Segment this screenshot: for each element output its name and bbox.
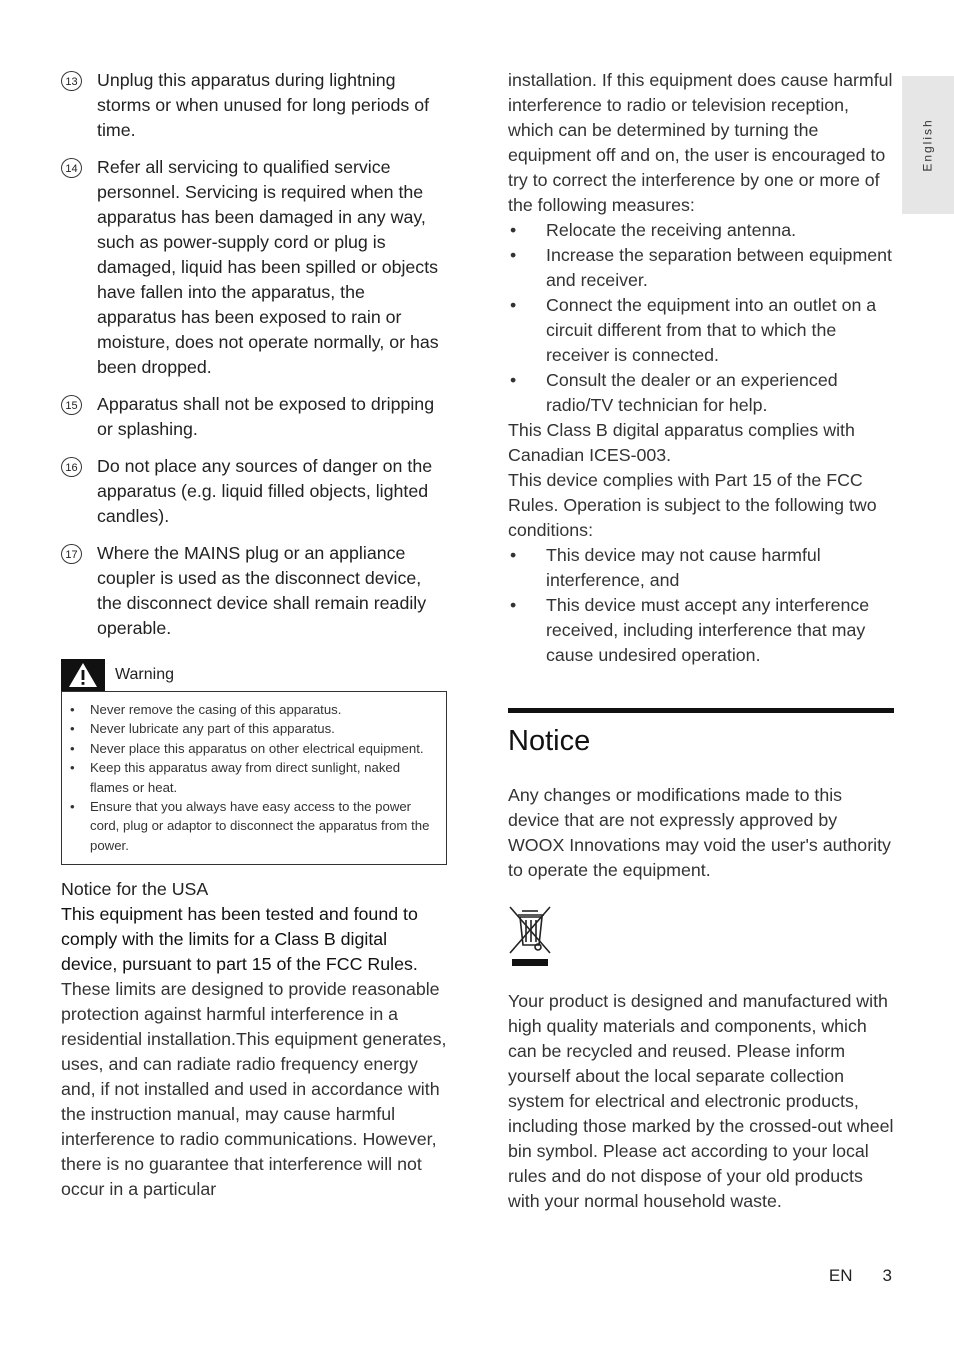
bullet-icon: • <box>70 702 75 717</box>
notice-text: Any changes or modifications made to this device that are not expressly approved by WOOX Innovations may void the user's authority to operate the equipment. <box>508 785 891 880</box>
footer-language: EN <box>828 1266 853 1285</box>
item-number-badge: 13 <box>61 71 82 91</box>
bullet-icon: • <box>70 799 75 815</box>
bullet-icon: • <box>70 721 75 737</box>
page-footer <box>829 1266 892 1286</box>
bullet-icon: • <box>510 220 517 240</box>
safety-item-text: Refer all servicing to qualified service personnel. Servicing is required when the apparatus has been damaged in any way, such as power-supply cord or plug is damaged, liquid has been spilled or objects have fallen into the apparatus, the apparatus has been exposed to rain or moisture, does not operate normally, or has been dropped. <box>97 157 439 377</box>
safety-item-text: Do not place any sources of danger on the apparatus (e.g. liquid filled objects, lighted candles). <box>97 456 433 526</box>
warning-triangle-icon <box>61 659 105 691</box>
safety-item-14 <box>61 155 447 380</box>
safety-item-13 <box>61 68 447 143</box>
notice-heading: Notice <box>508 725 591 757</box>
warning-item <box>70 700 434 719</box>
left-column <box>61 68 447 1202</box>
measure-item <box>508 218 894 243</box>
measure-item <box>508 243 894 293</box>
language-side-tab <box>902 76 954 214</box>
warning-label: Warning <box>115 666 174 683</box>
recycling-text: Your product is designed and manufactured with high quality materials and components, which can be recycled and reused. Please inform yourself about the local separate collection system for electrical and electronic products, including those marked by the crossed-out wheel bin symbol. Please act according to your local rules and do not dispose of your old products with your normal household waste. <box>508 991 894 1211</box>
warning-item <box>70 739 434 758</box>
bullet-icon: • <box>510 595 517 615</box>
safety-item-text: Where the MAINS plug or an appliance coupler is used as the disconnect device, the disconnect device shall remain readily operable. <box>97 543 427 638</box>
item-number-badge: 14 <box>61 158 82 178</box>
usa-notice-title: Notice for the USA <box>61 879 209 900</box>
warning-item-text: Never remove the casing of this apparatus. <box>90 702 342 717</box>
measure-text: Consult the dealer or an experienced radio/TV technician for help. <box>546 370 838 415</box>
safety-item-15 <box>61 392 447 442</box>
safety-item-text: Apparatus shall not be exposed to dripping or splashing. <box>97 394 435 439</box>
warning-item <box>70 719 434 738</box>
fcc-intro-text: installation. If this equipment does cause harmful interference to radio or television reception, which can be determined by turning the equipment off and on, the user is encouraged to try to correct the interference by one or more of the following measures: <box>508 70 893 215</box>
safety-item-text: Unplug this apparatus during lightning storms or when unused for long periods of time. <box>97 70 430 140</box>
safety-item-16 <box>61 454 447 529</box>
item-number-badge: 17 <box>61 544 82 564</box>
bullet-icon: • <box>510 245 517 265</box>
bullet-icon: • <box>510 370 517 390</box>
notice-divider <box>508 708 894 713</box>
page-number: 3 <box>882 1266 892 1285</box>
bullet-icon: • <box>510 545 517 565</box>
crossed-out-wheel-bin-icon <box>508 905 552 967</box>
warning-item-text: Never lubricate any part of this apparatus. <box>90 721 335 737</box>
fcc-compliance-text: This device complies with Part 15 of the FCC Rules. Operation is subject to the following two conditions: <box>508 470 877 540</box>
warning-header <box>61 659 447 691</box>
bullet-icon: • <box>70 760 75 776</box>
usa-notice-body: These limits are designed to provide reasonable protection against harmful interference in a residential installation.This equipment generates, uses, and can radiate radio frequency energy and, if not installed and used in accordance with the instruction manual, may cause harmful interference to radio communications. However, there is no guarantee that interference will not occur in a particular <box>61 979 447 1200</box>
item-number-badge: 16 <box>61 457 82 477</box>
condition-text: This device may not cause harmful interference, and <box>546 545 821 590</box>
warning-item-text: Keep this apparatus away from direct sunlight, naked flames or heat. <box>90 760 401 795</box>
canada-compliance-text: This Class B digital apparatus complies with Canadian ICES-003. <box>508 420 855 465</box>
measure-item <box>508 368 894 418</box>
warning-item-text: Never place this apparatus on other electrical equipment. <box>90 740 424 756</box>
measure-text: Connect the equipment into an outlet on a circuit different from that to which the receiver is connected. <box>546 295 877 365</box>
warning-item <box>70 758 434 797</box>
warning-box <box>61 691 447 865</box>
safety-item-17 <box>61 541 447 641</box>
condition-item <box>508 593 894 668</box>
measure-text: Relocate the receiving antenna. <box>546 220 797 240</box>
language-tab-label: English <box>921 118 936 172</box>
bullet-icon: • <box>70 740 75 756</box>
measure-text: Increase the separation between equipment and receiver. <box>546 245 892 290</box>
usa-notice-lead: This equipment has been tested and found to comply with the limits for a Class B digital device, pursuant to part 15 of the FCC Rules. <box>61 904 418 975</box>
warning-item <box>70 797 434 855</box>
right-column <box>508 68 894 1214</box>
measure-item <box>508 293 894 368</box>
bullet-icon: • <box>510 295 517 315</box>
warning-item-text: Ensure that you always have easy access to the power cord, plug or adaptor to disconnect the apparatus from the power. <box>90 799 430 853</box>
item-number-badge: 15 <box>61 395 82 415</box>
condition-text: This device must accept any interference received, including interference that may cause undesired operation. <box>546 595 870 665</box>
condition-item <box>508 543 894 593</box>
